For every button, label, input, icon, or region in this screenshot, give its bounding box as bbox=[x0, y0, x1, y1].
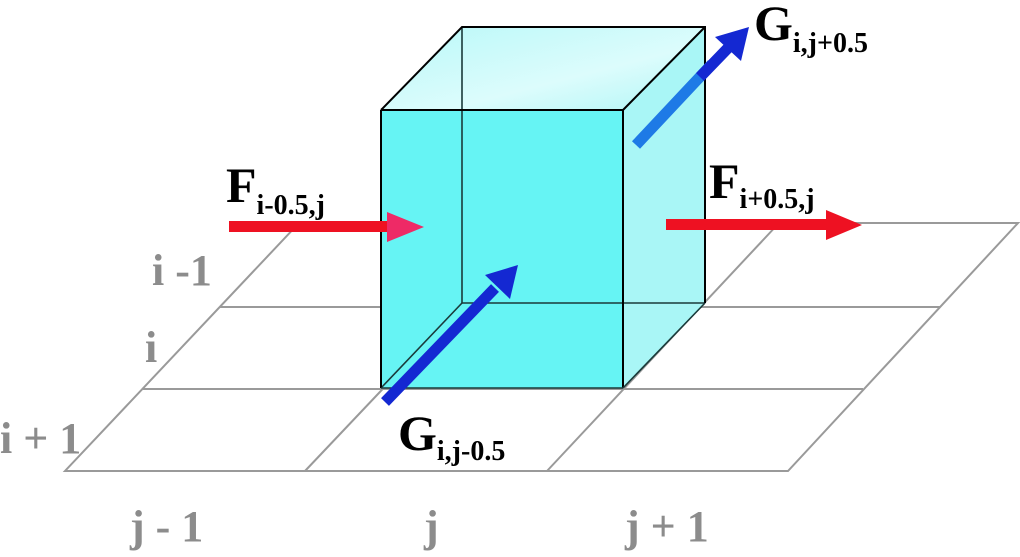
flux-g-top-subscript: i,j+0.5 bbox=[792, 28, 868, 59]
flux-g-bottom-base: G bbox=[398, 405, 437, 461]
flux-label-g-top bbox=[754, 0, 868, 59]
col-label-j-minus-1: j - 1 bbox=[130, 502, 204, 551]
row-label-i-minus-1: i -1 bbox=[152, 246, 212, 295]
flux-f-left-subscript: i-0.5,j bbox=[256, 190, 325, 221]
flux-f-right-base: F bbox=[709, 153, 740, 209]
flux-label-g-bottom bbox=[398, 405, 505, 467]
col-label-j: j bbox=[424, 502, 439, 551]
flux-f-right-subscript: i+0.5,j bbox=[739, 184, 815, 215]
row-label-i-plus-1: i + 1 bbox=[0, 414, 82, 463]
flux-label-f-left bbox=[226, 157, 325, 221]
flux-f-left-base: F bbox=[226, 157, 257, 213]
flux-label-f-right bbox=[709, 153, 815, 215]
col-label-j-plus-1: j + 1 bbox=[625, 502, 709, 551]
flux-g-bottom-subscript: i,j-0.5 bbox=[436, 436, 506, 467]
control-volume-cube bbox=[381, 27, 705, 388]
flux-g-top-base: G bbox=[754, 0, 793, 51]
cube-front-face bbox=[381, 110, 623, 388]
row-label-i: i bbox=[145, 323, 158, 372]
